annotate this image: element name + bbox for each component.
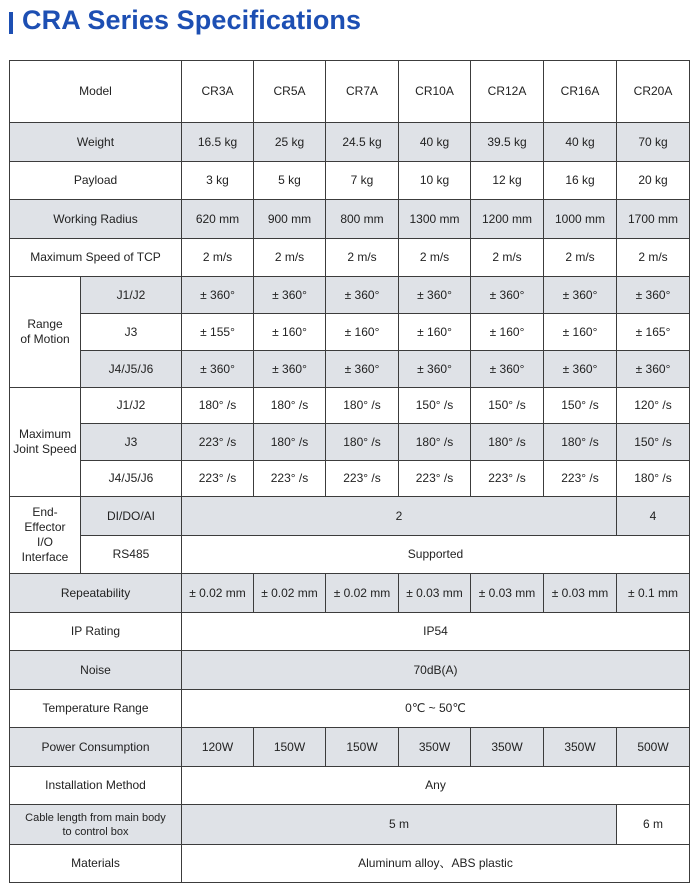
specifications-table: [9, 60, 690, 883]
table-cell: 180° /s: [182, 388, 254, 424]
table-cell: 20 kg: [617, 162, 690, 200]
table-row-ip-rating: [10, 613, 690, 651]
table-row-range-j3: [10, 314, 690, 351]
table-cell: ± 0.02 mm: [326, 574, 399, 613]
group-label-range-of-motion: [10, 277, 81, 388]
table-row-installation: [10, 767, 690, 805]
table-cell: ± 0.1 mm: [617, 574, 690, 613]
table-cell: ± 0.03 mm: [399, 574, 471, 613]
merged-cell: Any: [182, 767, 690, 805]
table-row-speed-j3: [10, 424, 690, 461]
table-cell: 1200 mm: [471, 200, 544, 239]
table-cell: ± 360°: [182, 277, 254, 314]
table-cell: 6 m: [617, 805, 690, 845]
table-cell: 4: [617, 497, 690, 536]
table-cell: 223° /s: [326, 461, 399, 497]
table-cell: 350W: [544, 728, 617, 767]
table-cell: 16 kg: [544, 162, 617, 200]
table-cell: 39.5 kg: [471, 123, 544, 162]
model-header-cell: CR10A: [399, 61, 471, 123]
merged-cell: Supported: [182, 536, 690, 574]
table-cell: ± 160°: [471, 314, 544, 351]
table-cell: 350W: [471, 728, 544, 767]
table-cell: 223° /s: [471, 461, 544, 497]
table-cell: ± 360°: [471, 277, 544, 314]
merged-cell: Aluminum alloy、ABS plastic: [182, 845, 690, 883]
table-cell: 180° /s: [544, 424, 617, 461]
table-row-rs485: [10, 536, 690, 574]
table-cell: 7 kg: [326, 162, 399, 200]
table-cell: ± 155°: [182, 314, 254, 351]
model-header-cell: CR5A: [254, 61, 326, 123]
table-cell: ± 360°: [399, 277, 471, 314]
merged-cell: 5 m: [182, 805, 617, 845]
merged-cell: 0℃ ~ 50℃: [182, 690, 690, 728]
table-cell: ± 360°: [254, 351, 326, 388]
table-cell: 70 kg: [617, 123, 690, 162]
table-cell: 2 m/s: [399, 239, 471, 277]
table-cell: ± 160°: [254, 314, 326, 351]
table-cell: ± 360°: [399, 351, 471, 388]
table-cell: ± 0.02 mm: [254, 574, 326, 613]
group-label-line: Range: [27, 317, 63, 331]
table-cell: 500W: [617, 728, 690, 767]
interface-label: RS485: [81, 536, 182, 574]
table-cell: 150° /s: [399, 388, 471, 424]
table-cell: 2 m/s: [471, 239, 544, 277]
table-cell: 10 kg: [399, 162, 471, 200]
table-cell: 180° /s: [399, 424, 471, 461]
table-cell: 1300 mm: [399, 200, 471, 239]
row-label-repeatability: Repeatability: [10, 574, 182, 613]
table-cell: 120° /s: [617, 388, 690, 424]
table-cell: 800 mm: [326, 200, 399, 239]
row-label-materials: Materials: [10, 845, 182, 883]
table-cell: 180° /s: [254, 388, 326, 424]
table-row-temperature: [10, 690, 690, 728]
table-cell: 3 kg: [182, 162, 254, 200]
table-row-range-j1j2: [10, 277, 690, 314]
table-cell: 223° /s: [182, 461, 254, 497]
table-cell: ± 360°: [617, 277, 690, 314]
table-cell: 16.5 kg: [182, 123, 254, 162]
table-cell: ± 160°: [544, 314, 617, 351]
table-cell: 223° /s: [544, 461, 617, 497]
table-cell: ± 360°: [326, 351, 399, 388]
table-cell: 2 m/s: [182, 239, 254, 277]
table-cell: 150° /s: [471, 388, 544, 424]
joint-label: J3: [81, 424, 182, 461]
table-cell: 180° /s: [254, 424, 326, 461]
row-label-max-speed-tcp: Maximum Speed of TCP: [10, 239, 182, 277]
table-cell: 2 m/s: [544, 239, 617, 277]
title-accent-bar: [9, 12, 13, 34]
table-row-max-speed-tcp: [10, 239, 690, 277]
table-cell: ± 360°: [617, 351, 690, 388]
row-label-line: to control box: [62, 825, 129, 838]
table-cell: ± 360°: [182, 351, 254, 388]
table-cell: 2 m/s: [254, 239, 326, 277]
row-label-installation: Installation Method: [10, 767, 182, 805]
table-cell: 223° /s: [182, 424, 254, 461]
row-label-noise: Noise: [10, 651, 182, 690]
table-row-weight: [10, 123, 690, 162]
model-header-cell: CR3A: [182, 61, 254, 123]
table-cell: 120W: [182, 728, 254, 767]
table-row-model: [10, 61, 690, 123]
table-row-materials: [10, 845, 690, 883]
group-label-line: Maximum: [18, 427, 71, 441]
table-row-noise: [10, 651, 690, 690]
table-cell: ± 0.02 mm: [182, 574, 254, 613]
table-cell: 40 kg: [399, 123, 471, 162]
table-cell: ± 360°: [544, 351, 617, 388]
table-cell: 150° /s: [544, 388, 617, 424]
table-cell: ± 160°: [399, 314, 471, 351]
table-cell: 2 m/s: [617, 239, 690, 277]
table-cell: 1700 mm: [617, 200, 690, 239]
interface-label: DI/DO/AI: [81, 497, 182, 536]
joint-label: J1/J2: [81, 388, 182, 424]
table-cell: 40 kg: [544, 123, 617, 162]
group-label-line: Joint Speed: [13, 442, 77, 456]
table-cell: ± 0.03 mm: [544, 574, 617, 613]
row-label-line: Cable length from main body: [25, 811, 166, 824]
table-row-cable-length: [10, 805, 690, 845]
row-label-payload: Payload: [10, 162, 182, 200]
table-cell: 25 kg: [254, 123, 326, 162]
joint-label: J1/J2: [81, 277, 182, 314]
table-cell: 2 m/s: [326, 239, 399, 277]
group-label-line: I/O Interface: [21, 535, 69, 564]
row-label-working-radius: Working Radius: [10, 200, 182, 239]
table-cell: 620 mm: [182, 200, 254, 239]
table-cell: ± 360°: [471, 351, 544, 388]
table-cell: 900 mm: [254, 200, 326, 239]
group-label-max-joint-speed: [10, 388, 81, 497]
table-cell: 223° /s: [254, 461, 326, 497]
row-label-temperature: Temperature Range: [10, 690, 182, 728]
table-row-speed-j1j2: [10, 388, 690, 424]
table-cell: 150W: [254, 728, 326, 767]
table-cell: 1000 mm: [544, 200, 617, 239]
table-row-payload: [10, 162, 690, 200]
table-cell: ± 160°: [326, 314, 399, 351]
joint-label: J4/J5/J6: [81, 461, 182, 497]
table-cell: 180° /s: [326, 388, 399, 424]
model-header-cell: CR7A: [326, 61, 399, 123]
table-cell: 350W: [399, 728, 471, 767]
group-label-line: End-Effector: [24, 505, 66, 534]
table-row-repeatability: [10, 574, 690, 613]
table-cell: ± 0.03 mm: [471, 574, 544, 613]
table-row-dio: [10, 497, 690, 536]
table-cell: 150° /s: [617, 424, 690, 461]
table-cell: 24.5 kg: [326, 123, 399, 162]
merged-cell: 70dB(A): [182, 651, 690, 690]
table-row-power: [10, 728, 690, 767]
table-cell: ± 165°: [617, 314, 690, 351]
group-label-end-effector: [10, 497, 81, 574]
merged-cell: 2: [182, 497, 617, 536]
table-cell: ± 360°: [544, 277, 617, 314]
row-label-power: Power Consumption: [10, 728, 182, 767]
joint-label: J3: [81, 314, 182, 351]
model-header-cell: CR12A: [471, 61, 544, 123]
table-cell: ± 360°: [326, 277, 399, 314]
row-label-model: Model: [10, 61, 182, 123]
table-cell: 180° /s: [617, 461, 690, 497]
group-label-line: of Motion: [20, 332, 70, 346]
table-cell: 5 kg: [254, 162, 326, 200]
table-row-speed-j4j5j6: [10, 461, 690, 497]
merged-cell: IP54: [182, 613, 690, 651]
row-label-weight: Weight: [10, 123, 182, 162]
table-row-range-j4j5j6: [10, 351, 690, 388]
row-label-cable-length: [10, 805, 182, 845]
page-title: CRA Series Specifications: [22, 5, 362, 35]
table-cell: ± 360°: [254, 277, 326, 314]
model-header-cell: CR20A: [617, 61, 690, 123]
table-cell: 180° /s: [471, 424, 544, 461]
table-row-working-radius: [10, 200, 690, 239]
table-cell: 12 kg: [471, 162, 544, 200]
joint-label: J4/J5/J6: [81, 351, 182, 388]
model-header-cell: CR16A: [544, 61, 617, 123]
table-cell: 223° /s: [399, 461, 471, 497]
table-cell: 180° /s: [326, 424, 399, 461]
row-label-ip-rating: IP Rating: [10, 613, 182, 651]
table-cell: 150W: [326, 728, 399, 767]
